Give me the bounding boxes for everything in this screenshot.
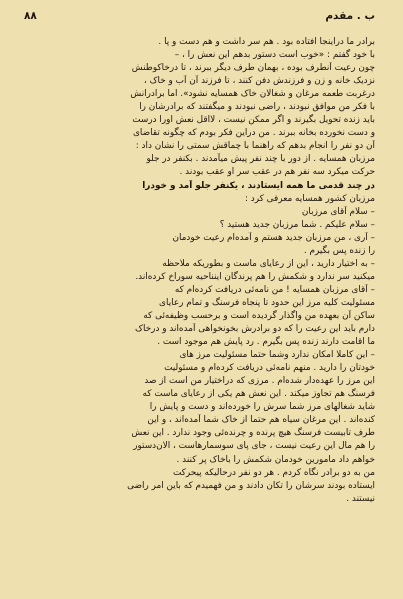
text-line: خودتان را دارید . منهم نامه‌ئی دریافت کرده‌ام و مسئولیت (164, 363, 375, 374)
text-line: مرزبان همسایه . از دور با چند نفر پیش میآمدند . بکنفر در جلو (146, 154, 375, 165)
text-line: – سلام آقای مرزبان (301, 206, 375, 217)
running-head: ب . مقدم (325, 10, 375, 22)
text-line: ایستاده بودند سرشان را تکان دادند و من فهمیدم که باین امر راضی (127, 480, 375, 491)
text-line: چون رعیت آنطرف بوده ، بهمان طرف دیگر ببرند ، تا درخاکوطنش (131, 63, 375, 74)
text-line: آن دو نفر را انجام بدهم که راهنما با چماقش سمتی را نشان داد : (135, 141, 375, 152)
text-line: میکنید سر ندارد و شکمش را هم پرندگان اینناحیه سوراخ کرده‌اند. (135, 271, 375, 282)
text-line: – این کاملا امکان ندارد وشما حتما مسئولیت مرز های (179, 350, 375, 361)
text-line: من به دو برادر نگاه کردم . هر دو نفر درحالیکه پیحرکت (172, 467, 375, 478)
text-line: نیستند . (346, 493, 375, 504)
text-line: شاید شغالهای مرز شما سرش را خورده‌اند و دست و پایش را (149, 402, 375, 413)
text-line: حرکت میکرد سه نفر هم در عقب سر او عقب بودند . (179, 167, 375, 178)
text-line: را زنده پس بگیرم . (303, 245, 375, 256)
text-line: ما اقامت دارند زنده پس بگیرم . رد پایش هم موجود است . (157, 337, 375, 348)
text-line: طرف تابیست فرسنگ هیچ پرنده و چرنده‌ئی وجود ندارد . این نعش (131, 428, 375, 439)
page-number: ۸۸ (24, 10, 37, 22)
text-line: با خود گفتم : «خوب است دستور بدهم این نعش را ، – (174, 50, 375, 61)
text-line: خواهم داد مامورین خودمان شکمش را باخاک پر کنند . (176, 454, 375, 465)
text-line: ساکن آن بعهده من واگذار گردیده است و برحسب وظیفه‌ئی که (143, 310, 375, 321)
text-line: نزدیک خانه و زن و فرزندش دفن کنند ، تا فرزند آن آب و خاک ، (143, 76, 375, 87)
text-line: برادر ما دراینجا افتاده بود . هم سر داشت و هم دست و پا . (158, 37, 375, 47)
page-header (24, 10, 375, 28)
text-line: را هم مال این رعیت نیست ، جای پای سوسمارهاست ، الان‌دستور (133, 441, 375, 452)
text-line: در چند قدمی ما همه ایستادند ، یکنفر جلو آمد و خودرا (142, 180, 375, 191)
body-text (24, 36, 375, 506)
text-line: کنده‌اند . این مرغان سیاه هم حتما از خاک شما آمده‌اند ، و این (147, 415, 375, 426)
text-line: مسئولیت کلیه مرز این حدود تا پنجاه فرسنگ و تمام رعایای (159, 297, 375, 308)
text-line: مرزبان کشور همسایه معرفی کرد : (244, 193, 375, 204)
text-line: – به اختیار دارید ، این از رعایای ماست و بطوریکه ملاحظه (162, 258, 375, 269)
text-line: این مرز را عهده‌دار شده‌ام . مرزی که دراختیار من است از صد (144, 376, 375, 387)
text-line: با فکر من موافق نبودند ، راضی نبودند و میگفتند که برادرشان را (139, 102, 375, 113)
text-line: درغربت طعمه مرغان و شغالان خاک همسایه نشود». اما برادرانش (130, 89, 375, 100)
text-line: – آری ، من مرزبان جدید هستم و آمده‌ام رعیت خودمان (172, 232, 375, 243)
text-line: دارم باید این رعیت را که دو برادرش بخونخواهی آمده‌اند و درخاک (135, 324, 375, 335)
text-line: فرسنگ هم تجاوز میکند . این نعش هم یکی از رعایای ماست که (142, 389, 375, 400)
text-line: باید زنده تحویل بگیرند و اگر ممکن نیست ، لااقل نعش اورا درست (132, 115, 375, 126)
text-line: – آقای مرزبان همسایه ! من نامه‌ئی دریافت کرده‌ام که (174, 284, 375, 295)
text-line: – سلام علیکم . شما مرزبان جدید هستید ؟ (219, 219, 375, 230)
text-line: و دست نخورده بخانه ببرند . من دراین فکر بودم که چگونه تقاضای (132, 128, 375, 139)
